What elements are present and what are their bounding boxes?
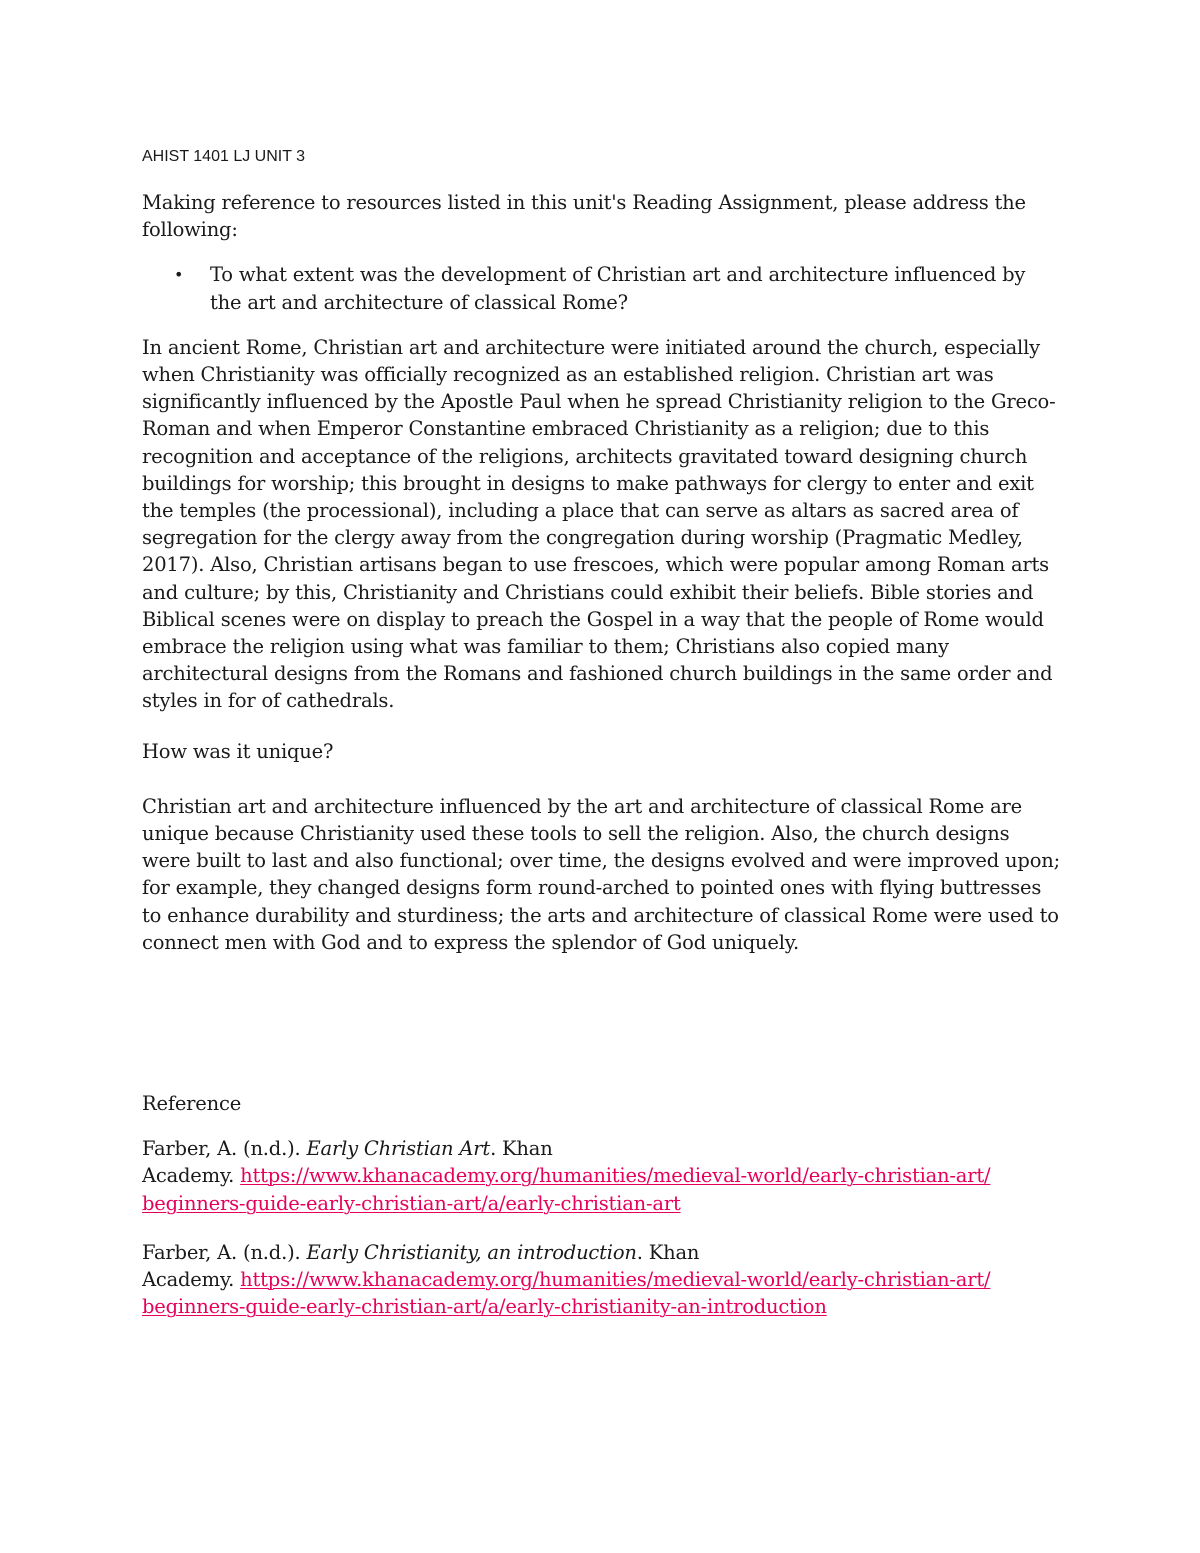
reference-author: Farber, A. (n.d.).	[142, 1137, 307, 1161]
reference-title: Early Christianity, an introduction	[306, 1240, 637, 1264]
reference-link[interactable]	[142, 1164, 990, 1214]
reference-link-line-2[interactable]: beginners-guide-early-christian-art/a/early-christian-art	[142, 1191, 681, 1215]
question-text: To what extent was the development of Christian art and architecture influenced by the art and architecture of classical Rome?	[210, 263, 1026, 314]
document-body	[142, 147, 1060, 1343]
question-list	[142, 261, 1060, 315]
list-item	[174, 261, 1060, 315]
answer-paragraph-2: Christian art and architecture influenced by the art and architecture of classical Rome are unique because Christianity used these tools to sell the religion. Also, the church designs were built to last and also functional; over time, the designs evolved and were improved upon; for example, they changed designs form round-arched to pointed ones with flying buttresses to enhance durability and sturdiness; the arts and architecture of classical Rome were used to connect men with God and to express the splendor of God uniquely.	[142, 794, 1060, 954]
reference-title: Early Christian Art	[306, 1137, 491, 1161]
reference-link[interactable]	[142, 1268, 990, 1318]
reference-link-line-1[interactable]: https://www.khanacademy.org/humanities/medieval-world/early-christian-art/	[240, 1164, 991, 1188]
reference-entry	[142, 1239, 1060, 1321]
reference-link-line-2[interactable]: beginners-guide-early-christian-art/a/early-christianity-an-introduction	[142, 1295, 827, 1319]
reference-entry	[142, 1135, 1060, 1217]
reference-publisher: Academy.	[142, 1268, 241, 1292]
reference-after-title: . Khan	[490, 1137, 553, 1161]
reference-publisher: Academy.	[142, 1164, 241, 1188]
reference-author: Farber, A. (n.d.).	[142, 1240, 307, 1264]
reference-after-title: . Khan	[636, 1240, 700, 1264]
document-heading: AHIST 1401 LJ UNIT 3	[142, 148, 306, 165]
question-how-unique: How was it unique?	[142, 739, 334, 763]
reference-heading: Reference	[142, 1092, 242, 1116]
assignment-prompt: Making reference to resources listed in this unit's Reading Assignment, please address the following:	[142, 191, 1026, 242]
answer-paragraph-1: In ancient Rome, Christian art and architecture were initiated around the church, especially when Christianity was officially recognized as an established religion. Christian art was significantly influenced by the Apostle Paul when he spread Christianity religion to the Greco-Roman and when Emperor Constantine embraced Christianity as a religion; due to this recognition and acceptance of the religions, architects gravitated toward designing church buildings for worship; this brought in designs to make pathways for clergy to enter and exit the temples (the processional), including a place that can serve as altars as sacred area of segregation for the clergy away from the congregation during worship (Pragmatic Medley, 2017). Also, Christian artisans began to use frescoes, which were popular among Roman arts and culture; by this, Christianity and Christians could exhibit their beliefs. Bible stories and Biblical scenes were on display to preach the Gospel in a way that the people of Rome would embrace the religion using what was familiar to them; Christians also copied many architectural designs from the Romans and fashioned church buildings in the same order and styles in for of cathedrals.	[142, 335, 1056, 713]
reference-link-line-1[interactable]: https://www.khanacademy.org/humanities/medieval-world/early-christian-art/	[240, 1268, 991, 1292]
bullet-dot-icon: •	[174, 265, 184, 285]
